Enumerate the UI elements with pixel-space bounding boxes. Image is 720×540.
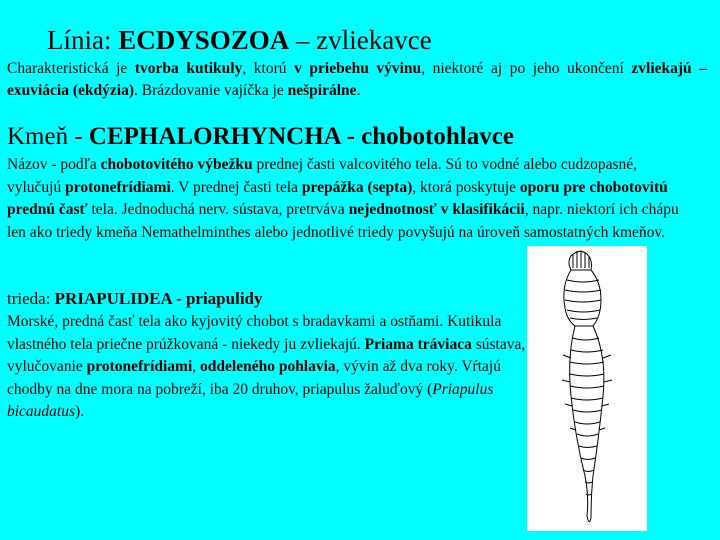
- phylum-paragraph: Názov - podľa chobotovitého výbežku prednej časti valcovitého tela. Sú to vodné alebo cudzopasné, vylučujú protonefrídiami. V prednej časti tela prepážka (septa), ktorá poskytuje oporu pre chobotovitú prednú časť tela. Jednoduchá nerv. sústava, pretrváva nejednotnosť v klasifikácii, napr. niektorí ich chápu len ako triedy kmeňa Nemathelminthes alebo jednotlivé triedy povyšujú na úroveň samostatných kmeňov.: [7, 156, 679, 241]
- phylum-heading: Kmeň - CEPHALORHYNCHA - chobotohlavce: [7, 123, 514, 150]
- slide-title: Línia: ECDYSOZOA – zvliekavce: [47, 25, 432, 55]
- priapulid-worm-drawing: [527, 246, 647, 531]
- class-paragraph: Morské, predná časť tela ako kyjovitý chobot s bradavkami a ostňami. Kutikula vlastného tela priečne prúžkovaná - niekedy ju zvliekajú. Priama tráviaca sústava, vylučovanie protonefrídiami, oddeleného pohlavia, vývin až dva roky. Vŕtajú chodby na dne mora na pobreží, iba 20 druhov, priapulus žaluďový (Priapulus bicaudatus).: [7, 313, 526, 420]
- class-heading: trieda: PRIAPULIDEA - priapulidy: [7, 289, 263, 308]
- intro-paragraph: Charakteristická je tvorba kutikuly, ktorú v priebehu vývinu, niektoré aj po jeho ukončení zvliekajú – exuviácia (ekdýzia). Brázdovanie vajíčka je nešpirálne.: [7, 60, 707, 99]
- priapulid-illustration: [527, 246, 647, 531]
